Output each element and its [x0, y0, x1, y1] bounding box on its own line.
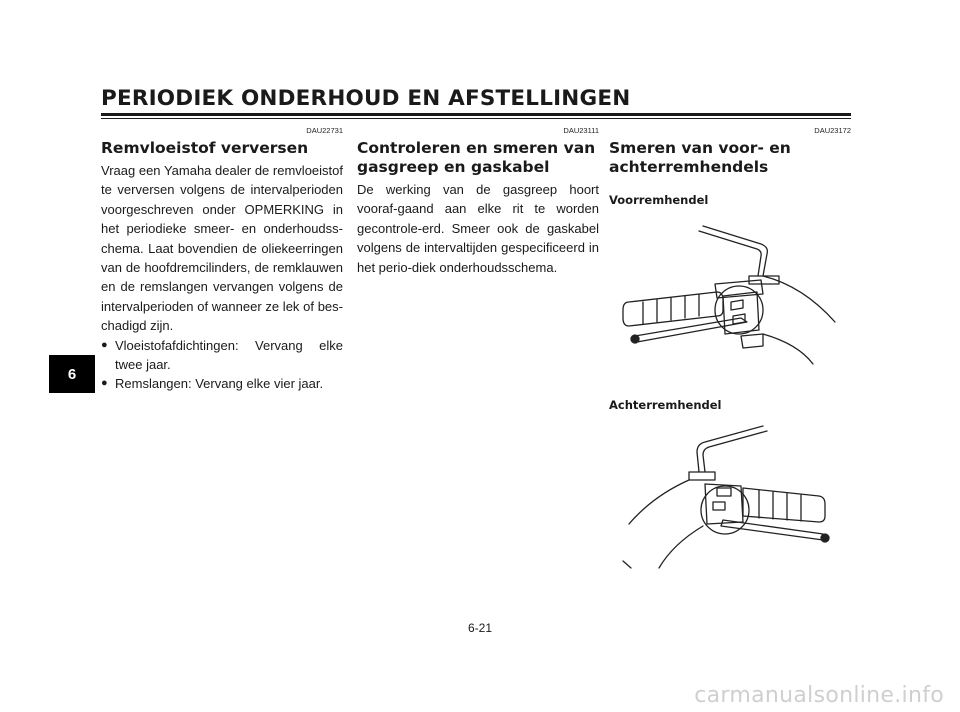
- column-throttle: [357, 126, 599, 277]
- section-body: Vraag een Yamaha dealer de remvloeistof te verversen volgens de intervalperioden voorgeschreven onder OPMERKING in het periodieke smeer- en onderhoudss-chema. Laat bovendien de oliekeerringen van de hoofdremcilinders, de remklauwen en de remslangen vervangen volgens de intervalperioden of wanneer ze lek of bes-chadigd zijn.: [101, 163, 343, 334]
- header-rule-thin: [101, 118, 851, 119]
- rear-lever-label: Achterremhendel: [609, 398, 722, 412]
- list-item: ● Remslangen: Vervang elke vier jaar.: [101, 374, 343, 393]
- page-header-title: PERIODIEK ONDERHOUD EN AFSTELLINGEN: [101, 86, 631, 111]
- section-code: DAU22731: [306, 126, 343, 135]
- section-heading: Smeren van voor- en achterremhendels: [609, 139, 791, 176]
- page-number: 6-21: [467, 621, 493, 635]
- watermark: carmanualsonline.info: [694, 683, 944, 708]
- chapter-tab: 6: [49, 355, 95, 393]
- list-item: ● Vloeistofafdichtingen: Vervang elke twee jaar.: [101, 337, 343, 373]
- bullet-list: [101, 336, 343, 394]
- section-code: DAU23111: [563, 126, 599, 135]
- section-heading: Remvloeistof verversen: [101, 139, 309, 157]
- column-brake-fluid: [101, 126, 343, 394]
- bullet-icon: ●: [101, 377, 108, 390]
- section-body: De werking van de gasgreep hoort vooraf-gaand aan elke rit te worden gecontrole-erd. Smeer ook de gaskabel volgens de intervaltijden gespecificeerd in het perio-diek onderhoudsschema.: [357, 182, 599, 275]
- front-lever-label: Voorremhendel: [609, 193, 709, 207]
- section-code: DAU23172: [814, 126, 851, 135]
- column-brake-levers: [609, 126, 851, 586]
- header-rule-thick: [101, 113, 851, 116]
- front-brake-lever-illustration: [613, 214, 849, 384]
- section-heading: Controleren en smeren van gasgreep en gaskabel: [357, 139, 596, 176]
- rear-brake-lever-illustration: [613, 416, 849, 576]
- bullet-icon: ●: [101, 338, 108, 351]
